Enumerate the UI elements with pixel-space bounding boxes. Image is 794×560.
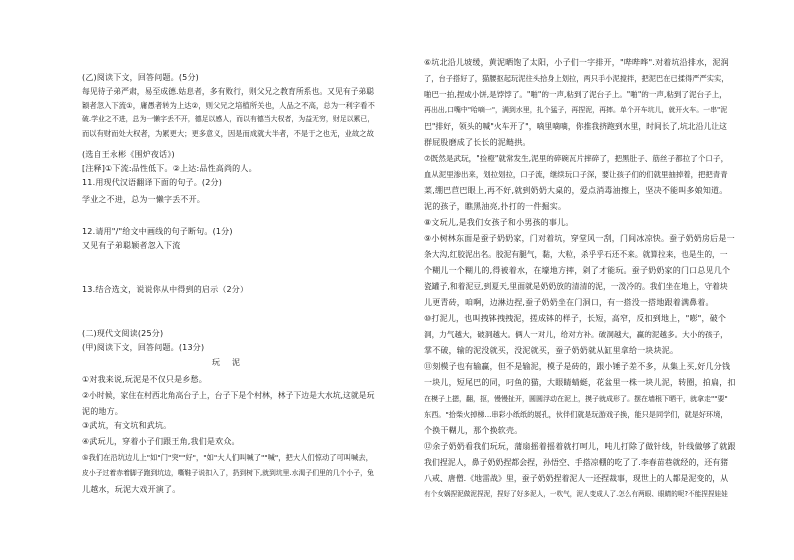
paragraph-line: 我们捏泥人，鼻子奶奶捏都会捏，孙悟空、手搭凉棚的吃了了.李春苗巷就经的，还有猪 <box>424 458 729 467</box>
paragraph-line: 东西。"拾柴火掉梯...串彩小纸纸的展孔，伙伴们就是玩游戏子换，能只是同学们，就是好环境， <box>424 410 728 419</box>
paragraph-line: 个换干糊儿，那个换软壳。 <box>424 426 523 435</box>
question-instruction: (乙)阅读下文，回答问题。(5分) <box>82 73 199 82</box>
section-heading: (二)现代文阅读(25分) <box>82 329 164 338</box>
passage-line: 颖者忽入下流①，庸愚者转为上达②，则父兄之培植所关也，人品之不高，总为一利字看不 <box>82 101 375 110</box>
paragraph-line: 菜,绷巴苣巴眼上,再不好,就到奶奶大桌的，爱点消毒油擦上，坚决不能叫多娘知道。 <box>424 186 728 195</box>
paragraph-line: 洞，力气越大，破洞越大。俩人一对儿，给对方补。破洞越大，赢的泥越多。大小的孩子， <box>424 330 728 339</box>
paragraph-line: 条大沟,红胶泥出名。胶泥有腿气，黏，大粒，杀乎乎石还不来。就算拉来，也是生的，一 <box>424 250 728 259</box>
paragraph-line: 个糊儿一个糊儿的,得被着水，在壕地方摔，剁了才能玩。蚕子奶奶家的门口总见几个 <box>424 266 731 275</box>
paragraph-line: ③武坑，有文坑和武坑。 <box>82 421 172 430</box>
paragraph-line: 一块儿，短尾巴的同，叼鱼的猫，大眼睛蜻蜓，花盆里一株一块儿泥，转圈，拍扁，扣 <box>424 378 736 387</box>
paragraph-line: 泥的孩子，瞧黑油亮,扑打的一件掘实。 <box>424 202 567 211</box>
paragraph-line: 掌不破，输的泥没就买，没泥就买，蚕子奶奶就从缸里拿给一块块泥。 <box>424 346 679 355</box>
question-11: 11.用现代汉语翻译下面的句子。(2分) <box>82 178 223 187</box>
paragraph-line: ⑥坑北沿儿坡缓，黄泥晒饱了太阳，小子们一字排开，"哔哔哗".对着坑沿排水，泥润 <box>424 58 729 67</box>
paragraph-line: ①对我来说,玩泥是不仅只是乡愁。 <box>82 375 207 384</box>
paragraph-line: 群屁股磨成了长长的泥鲢拱。 <box>424 138 531 147</box>
paragraph-line: 再出出,口嘴中"哈嘀一"，满到水里，扎个猛子，再捏泥，再摔。单个开车坑儿，就开火车。一串"泥 <box>424 106 728 114</box>
paragraph-line: ⑦既然是武玩，"捡橙"就常发生,泥里的碎碗瓦片摔碎了，把黑肚子、筋丝子都拉了个口子， <box>424 154 729 163</box>
question-12-sentence: 又见有子弟聪颖者忽入下流 <box>82 241 181 250</box>
article-title: 玩泥 <box>212 358 252 367</box>
passage-line: 破.学业之不进，总为一懒字丢不开，德足以感人，而以有德当大权者，为益无穷，财足以累已， <box>82 115 375 123</box>
question-13: 13.结合选文，说说你从中得到的启示（2分） <box>82 285 249 294</box>
paragraph-line: 儿更青砖，咱啊，边淋边捏,蚕子奶奶坐在门洞口，有一搭没一搭地跟着满鼻着。 <box>424 298 714 307</box>
paragraph-line: ⑩打泥儿，也叫拽钵拽拽泥，搓成钵的样子，长短，高窄，反扣到地上，"嘭"，破个 <box>424 314 727 323</box>
paragraph-line: 啪巴一拍,捏成小饼,是饽饽了。"啪"的一声,粘到了泥台子上。"啪"的一声,粘到了泥台子上， <box>424 90 727 99</box>
paragraph-line: 有个女娲捏泥做泥捏泥，捏好了好多泥人，一吹气，泥人变成人了.怎么有两眼、眼睛的呢?不能捏捏娃娃 <box>424 490 728 498</box>
annotation-note: [注释]①下流:品性低下。②上达:品性高尚的人。 <box>82 164 257 173</box>
paragraph-line: ⑪刻模子也有输赢，但不是输泥，模子是砖的，跟小锤子差不多，从集上买,好几分钱 <box>424 362 731 371</box>
question-instruction: (甲)阅读下文，回答问题。(13分) <box>82 343 205 352</box>
paragraph-line: 皮小子过着赤着脚子跑到坑边，嘶鞋子说扣入了，扔到树下,就到坑里.水渴子们里的几个小子，兔 <box>82 469 374 477</box>
question-12: 12.请用"/"给文中画线的句子断句。(1分) <box>82 227 233 236</box>
paragraph-line: 八戒、唐僧.《地雷战》里，蚕子奶奶捏着泥人一还捏裁事，现世上的人都是泥变的，从 <box>424 474 729 483</box>
paragraph-line: 在模子上摁，翻，抠，慢慢扯开，圆圆浮动在泥上，摸子就成形了。摆在墙根下晒干，就拿走""要" <box>424 394 728 403</box>
paragraph-line: ⑧文玩儿,是我们女孩子和小男孩的事儿。 <box>424 218 574 227</box>
paragraph-line: 瓷罐子,和着泥豆,到夏天,里面就是奶奶放的清清的泥，一泼冷的。我们坐在地上，守着块 <box>424 282 728 291</box>
source-citation: (选自王永彬《围炉夜话》) <box>82 150 175 159</box>
question-11-sentence: 学业之不进，总为一懒字丢不开。 <box>82 195 205 204</box>
paragraph-line: ④武玩儿，穿着小子们跟王角,我们是欢众。 <box>82 437 240 446</box>
paragraph-line: 了，台子搭好了，猫腰抠起玩泥往头拾身上划拉，两只手小泥搅拌，把泥巴在已揉得严严实实， <box>424 74 729 83</box>
passage-line: 每见待子弟严肃，易至成德.姑息者，多有败行，则父兄之教育所系也。又见有子弟聪 <box>82 87 375 96</box>
passage-line: 而以有财而处大权者，为累更大；更多意义，因是而成就大半者，不是于之也无，业故之故 <box>82 129 374 138</box>
paragraph-line: 儿越水，玩泥大戏开演了。 <box>82 485 181 494</box>
paragraph-line: 泥的地方。 <box>82 407 123 416</box>
paragraph-line: 巴"排好，领头的喊"火车开了"，嘀里嘀嘀，你推我挤跑到水里，时间长了,坑北沿儿让这 <box>424 122 727 131</box>
paragraph-line: ⑨小树林东面是蚕子奶奶家，门对着坑，穿堂风一刮，门间冰凉快。蚕子奶奶房后是一 <box>424 234 735 243</box>
paragraph-line: ②小时候，家住在村西北角高台子上，台子下是个村林，林子下边是大水坑,这就是玩 <box>82 391 375 400</box>
paragraph-line: 血从泥里渗出来，划拉划拉，口子流，继续玩口子深，要让孩子们的们就里抽掉着，把把青青 <box>424 170 728 179</box>
paragraph-line: ⑫余子奶奶看我们玩玩，蒲扇摇着摇着就打呵儿，吨儿打除了做针线，针线做够了就跟 <box>424 442 736 451</box>
paragraph-line: ⑤我们在沿坑边儿上"如"门"突""好"，"如"大人们叫喊了""喊"，把大人们惊动了可叫喊去， <box>82 453 373 462</box>
